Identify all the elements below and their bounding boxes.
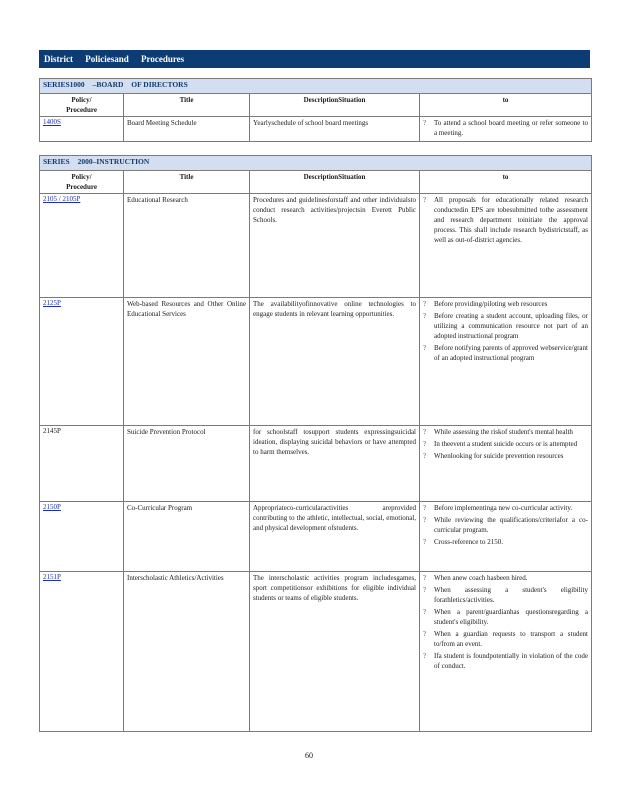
bullet-icon: ? xyxy=(423,630,427,638)
policy-link[interactable]: 2125P xyxy=(43,299,61,307)
banner-procedures: Procedures xyxy=(141,54,185,64)
row-description: Procedures and guidelinesforstaff and other individualsto conduct research activities/projectsin Everett Public Schools. xyxy=(250,194,420,298)
table-row xyxy=(40,426,592,502)
situation-item: ? When assessing a student's eligibility forathletics/activities. xyxy=(423,586,588,604)
table-row xyxy=(40,572,592,732)
policy-link[interactable]: 2105 / 2105P xyxy=(43,195,81,203)
col-policy: Policy/ Procedure xyxy=(40,171,124,194)
situation-item: ? While assessing the riskof student's mental health xyxy=(423,428,573,436)
section-table-1000 xyxy=(39,78,592,142)
row-description: Appropriateco-curricularactivities areprovided contributing to the athletic, intellectual, social, emotional, and physical development ofstudents. xyxy=(250,502,420,572)
table-row xyxy=(40,502,592,572)
policy-link[interactable]: 1400S xyxy=(43,118,61,126)
col-description: DescriptionSituation xyxy=(250,94,420,117)
table-row xyxy=(40,117,592,142)
situation-item: ? Before providing/piloting web resources xyxy=(423,300,548,308)
bullet-icon: ? xyxy=(423,300,427,308)
situation-item: ? Cross-reference to 2150. xyxy=(423,538,504,546)
situation-item: ? Before creating a student account, uploading files, or utilizing a communication resource not part of an adopted instructional program xyxy=(423,312,588,340)
bullet-icon: ? xyxy=(423,608,427,616)
policy-link[interactable]: 2150P xyxy=(43,503,61,511)
bullet-icon: ? xyxy=(423,196,427,204)
col-title: Title xyxy=(124,94,250,117)
row-title: Interscholastic Athletics/Activities xyxy=(124,572,250,732)
policy-link[interactable]: 2145P xyxy=(43,427,61,435)
table-row xyxy=(40,298,592,426)
situation-item: ? Whenlooking for suicide prevention resources xyxy=(423,452,564,460)
bullet-icon: ? xyxy=(423,440,427,448)
bullet-icon: ? xyxy=(423,452,427,460)
section-series: SERIES xyxy=(43,157,70,166)
row-description: The availabilityofinnovative online technologies to engage students in relevant learning opportunities. xyxy=(250,298,420,426)
row-title: Board Meeting Schedule xyxy=(124,117,250,142)
banner-policies: Policiesand xyxy=(85,54,129,64)
policy-link[interactable]: 2151P xyxy=(43,573,61,581)
row-description: for schoolstaff tosupport students expressingsuicidal ideation, displaying suicidal behaviors or have attempted to harm themselves. xyxy=(250,426,420,502)
row-description: Yearlyschedule of school board meetings xyxy=(250,117,420,142)
situation-item: ? In theevent a student suicide occurs or is attempted xyxy=(423,440,578,448)
row-situations xyxy=(420,194,592,298)
situation-item: ? When a guardian requests to transport a student to/from an event. xyxy=(423,630,588,648)
section-name: 2000–INSTRUCTION xyxy=(77,157,150,166)
bullet-icon: ? xyxy=(423,428,427,436)
row-title: Suicide Prevention Protocol xyxy=(124,426,250,502)
col-to: to xyxy=(420,94,592,117)
section-name: –BOARD xyxy=(92,80,124,89)
col-description: DescriptionSituation xyxy=(250,171,420,194)
bullet-icon: ? xyxy=(423,652,427,660)
section-name-2: OF DIRECTORS xyxy=(131,80,188,89)
situation-item: ? Ifa student is foundpotentially in violation of the code of conduct. xyxy=(423,652,588,670)
bullet-icon: ? xyxy=(423,312,427,320)
col-to: to xyxy=(420,171,592,194)
col-policy: Policy/ Procedure xyxy=(40,94,124,117)
row-situations xyxy=(420,117,592,142)
row-title: Educational Research xyxy=(124,194,250,298)
page-number: 60 xyxy=(305,751,313,760)
row-title: Web-based Resources and Other Online Educational Services xyxy=(124,298,250,426)
page-banner xyxy=(39,50,590,68)
section-series: SERIES1000 xyxy=(43,80,85,89)
row-situations xyxy=(420,426,592,502)
section-header xyxy=(40,156,592,171)
situation-item: ? All proposals for educationally related research conductedin EPS are tobesubmitted tothe assessment and research department toinitiate the approval process. This shall include research bydistrictstaff, as well as out-of-district agencies. xyxy=(423,196,588,244)
situation-item: ? To attend a school board meeting or refer someone to a meeting. xyxy=(423,119,589,137)
bullet-icon: ? xyxy=(423,119,427,127)
col-title: Title xyxy=(124,171,250,194)
column-headers xyxy=(40,94,592,117)
situation-item: ? When anew coach hasbeen hired. xyxy=(423,574,528,582)
row-situations xyxy=(420,298,592,426)
bullet-icon: ? xyxy=(423,344,427,352)
situation-item: ? Before implementinga new co-curricular activity. xyxy=(423,504,573,512)
situation-item: ? While reviewing the qualifications/criteriafor a co-curricular program. xyxy=(423,516,588,534)
section-header xyxy=(40,79,592,94)
bullet-icon: ? xyxy=(423,538,427,546)
section-table-2000 xyxy=(39,155,592,732)
situation-item: ? Before notifying parents of approved webservice/grant of an adopted instructional program xyxy=(423,344,588,362)
bullet-icon: ? xyxy=(423,516,427,524)
bullet-icon: ? xyxy=(423,574,427,582)
row-situations xyxy=(420,572,592,732)
table-row xyxy=(40,194,592,298)
situation-item: ? When a parent/guardianhas questionsregarding a student's eligibility. xyxy=(423,608,588,626)
row-title: Co-Curricular Program xyxy=(124,502,250,572)
bullet-icon: ? xyxy=(423,586,427,594)
row-description: The interscholastic activities program includesgames, sport competitionsor exhibitions for eligible individual students or teams of eligible students. xyxy=(250,572,420,732)
bullet-icon: ? xyxy=(423,504,427,512)
banner-district: District xyxy=(44,54,73,64)
column-headers xyxy=(40,171,592,194)
row-situations xyxy=(420,502,592,572)
